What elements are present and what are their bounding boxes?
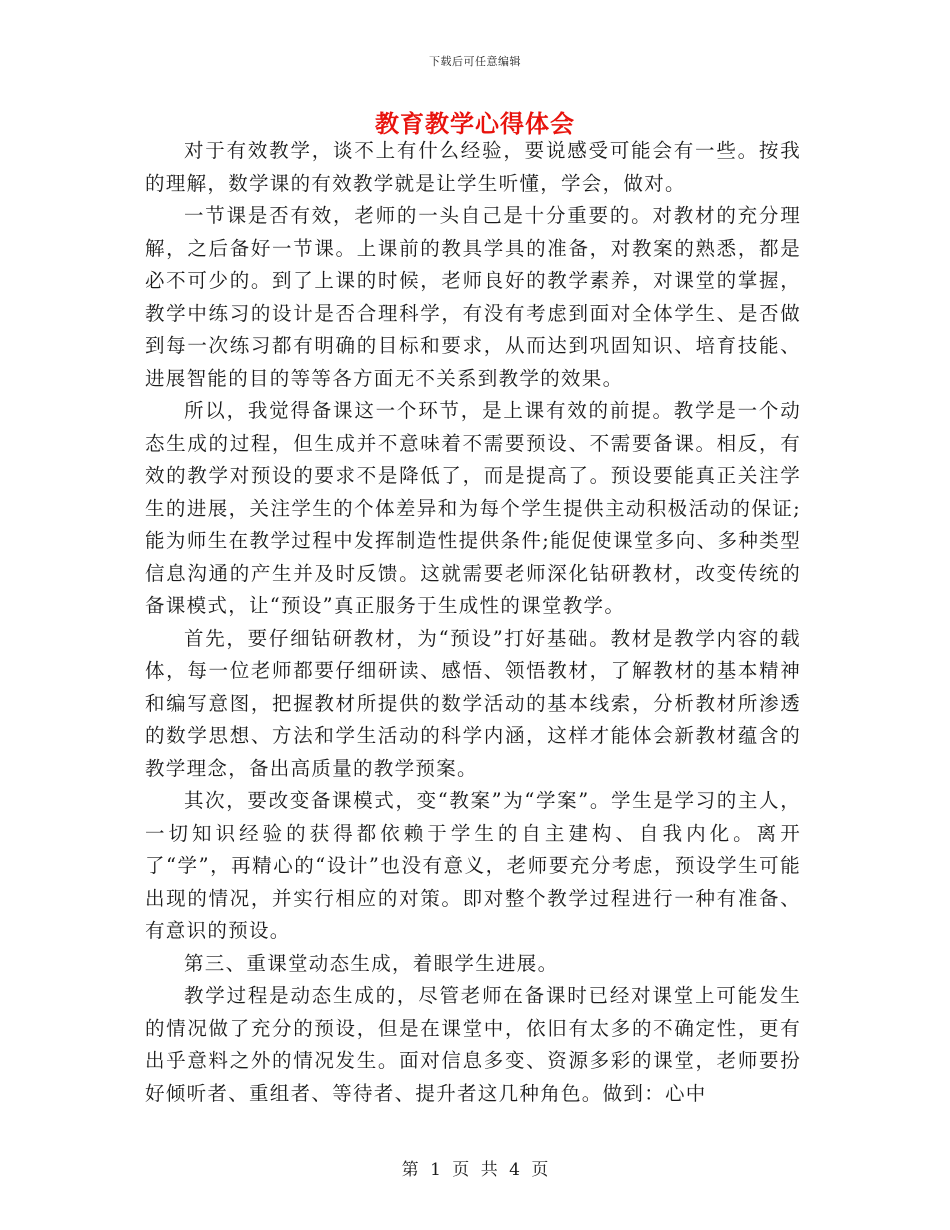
paragraph: 所以，我觉得备课这一个环节，是上课有效的前提。教学是一个动态生成的过程，但生成并不意味着不需要预设、不需要备课。相反，有效的教学对预设的要求不是降低了，而是提高了。预设要能真正关注学生的进展，关注学生的个体差异和为每个学生提供主动积极活动的保证;能为师生在教学过程中发挥制造性提供条件;能促使课堂多向、多种类型信息沟通的产生并及时反馈。这就需要老师深化钻研教材，改变传统的备课模式，让“预设”真正服务于生成性的课堂教学。	[145, 399, 801, 617]
paragraph: 教学过程是动态生成的，尽管老师在备课时已经对课堂上可能发生的情况做了充分的预设，但是在课堂中，依旧有太多的不确定性，更有出乎意料之外的情况发生。面对信息多变、资源多彩的课堂，老师要扮好倾听者、重组者、等待者、提升者这几种角色。做到：心中	[145, 984, 801, 1105]
paragraph: 首先，要仔细钻研教材，为“预设”打好基础。教材是教学内容的载体，每一位老师都要仔细研读、感悟、领悟教材，了解教材的基本精神和编写意图，把握教材所提供的数学活动的基本线索，分析教材所渗透的数学思想、方法和学生活动的科学内涵，这样才能体会新教材蕴含的教学理念，备出高质量的教学预案。	[145, 626, 801, 780]
header-note: 下载后可任意编辑	[429, 55, 521, 68]
paragraph: 其次，要改变备课模式，变“教案”为“学案”。学生是学习的主人，一切知识经验的获得都依赖于学生的自主建构、自我内化。离开了“学”，再精心的“设计”也没有意义，老师要充分考虑，预设学生可能出现的情况，并实行相应的对策。即对整个教学过程进行一种有准备、有意识的预设。	[145, 789, 801, 942]
page-footer: 第 1 页 共 4 页	[401, 1160, 549, 1180]
paragraph: 一节课是否有效，老师的一头自己是十分重要的。对教材的充分理解，之后备好一节课。上课前的教具学具的准备，对教案的熟悉，都是必不可少的。到了上课的时候，老师良好的教学素养，对课堂的掌握，教学中练习的设计是否合理科学，有没有考虑到面对全体学生、是否做到每一次练习都有明确的目标和要求，从而达到巩固知识、培育技能、进展智能的目的等等各方面无不关系到教学的效果。	[145, 204, 801, 390]
paragraph: 对于有效教学，谈不上有什么经验，要说感受可能会有一些。按我的理解，数学课的有效教学就是让学生听懂，学会，做对。	[145, 139, 801, 195]
paragraph: 第三、重课堂动态生成，着眼学生进展。	[184, 951, 559, 975]
document-body	[145, 135, 801, 1110]
document-title: 教育教学心得体会	[375, 109, 575, 138]
